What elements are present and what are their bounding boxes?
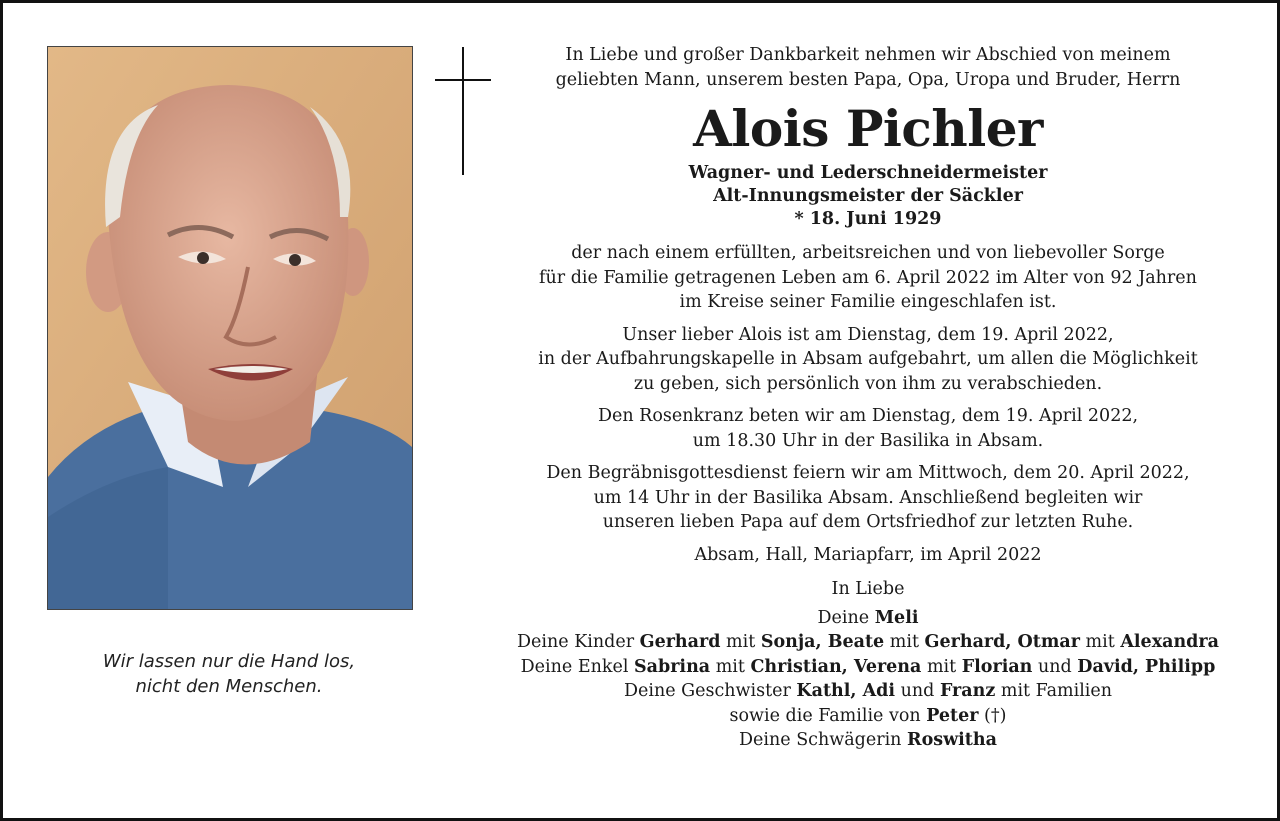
cross-icon [435,47,491,175]
family-sister-in-law: Deine Schwägerin Roswitha [739,730,997,750]
paragraph-line: für die Familie getragenen Leben am 6. April 2022 im Alter von 92 Jahren [539,267,1197,288]
birth-date: * 18. Juni 1929 [794,209,942,229]
place-date [493,543,1243,568]
obituary-text [493,43,1243,753]
place-date-text: Absam, Hall, Mariapfarr, im April 2022 [694,544,1042,565]
quote [47,649,411,699]
in-liebe: In Liebe [831,579,905,599]
intro-line: geliebten Mann, unserem besten Papa, Opa, Uropa und Bruder, Herrn [555,69,1181,90]
paragraph-line: Unser lieber Alois ist am Dienstag, dem 19. April 2022, [622,324,1114,345]
quote-line: Wir lassen nur die Hand los, [102,651,356,672]
paragraph-line: Den Rosenkranz beten wir am Dienstag, dem 19. April 2022, [597,406,1139,426]
paragraph-line: in der Aufbahrungskapelle in Absam aufgebahrt, um allen die Möglichkeit [538,349,1198,369]
family-grandchildren: Deine Enkel Sabrina mit Christian, Verena mit Florian und David, Philipp [520,656,1216,677]
intro-line: In Liebe und großer Dankbarkeit nehmen wir Abschied von meinem [565,45,1171,65]
paragraph-funeral [493,461,1243,535]
family-siblings: Deine Geschwister Kathl, Adi und Franz mit Familien [623,681,1113,701]
paragraph-death [493,241,1243,315]
paragraph-viewing [493,323,1243,397]
family-list [493,606,1243,753]
title-line: Alt-Innungsmeister der Säckler [713,186,1023,206]
signature-intro [493,577,1243,602]
portrait-photo [47,46,413,610]
paragraph-line: unseren lieben Papa auf dem Ortsfriedhof zur letzten Ruhe. [602,512,1134,532]
intro [493,43,1243,92]
quote-line: nicht den Menschen. [135,676,323,697]
title-line: Wagner- und Lederschneidermeister [688,163,1048,183]
paragraph-line: zu geben, sich persönlich von ihm zu verabschieden. [633,373,1103,394]
family-wife: Deine Meli [817,607,919,628]
portrait-illustration [48,47,412,609]
paragraph-rosary [493,404,1243,453]
paragraph-line: Den Begräbnisgottesdienst feiern wir am Mittwoch, dem 20. April 2022, [546,463,1190,483]
paragraph-line: im Kreise seiner Familie eingeschlafen ist. [679,292,1057,312]
family-peter: sowie die Familie von Peter (†) [729,705,1007,726]
paragraph-line: um 14 Uhr in der Basilika Absam. Anschließend begleiten wir [593,487,1143,508]
paragraph-line: um 18.30 Uhr in der Basilika in Absam. [692,430,1044,451]
paragraph-line: der nach einem erfüllten, arbeitsreichen und von liebevoller Sorge [571,243,1165,263]
deceased-name: Alois Pichler [693,99,1043,158]
titles [493,162,1243,231]
family-children: Deine Kinder Gerhard mit Sonja, Beate mit Gerhard, Otmar mit Alexandra [517,632,1219,652]
